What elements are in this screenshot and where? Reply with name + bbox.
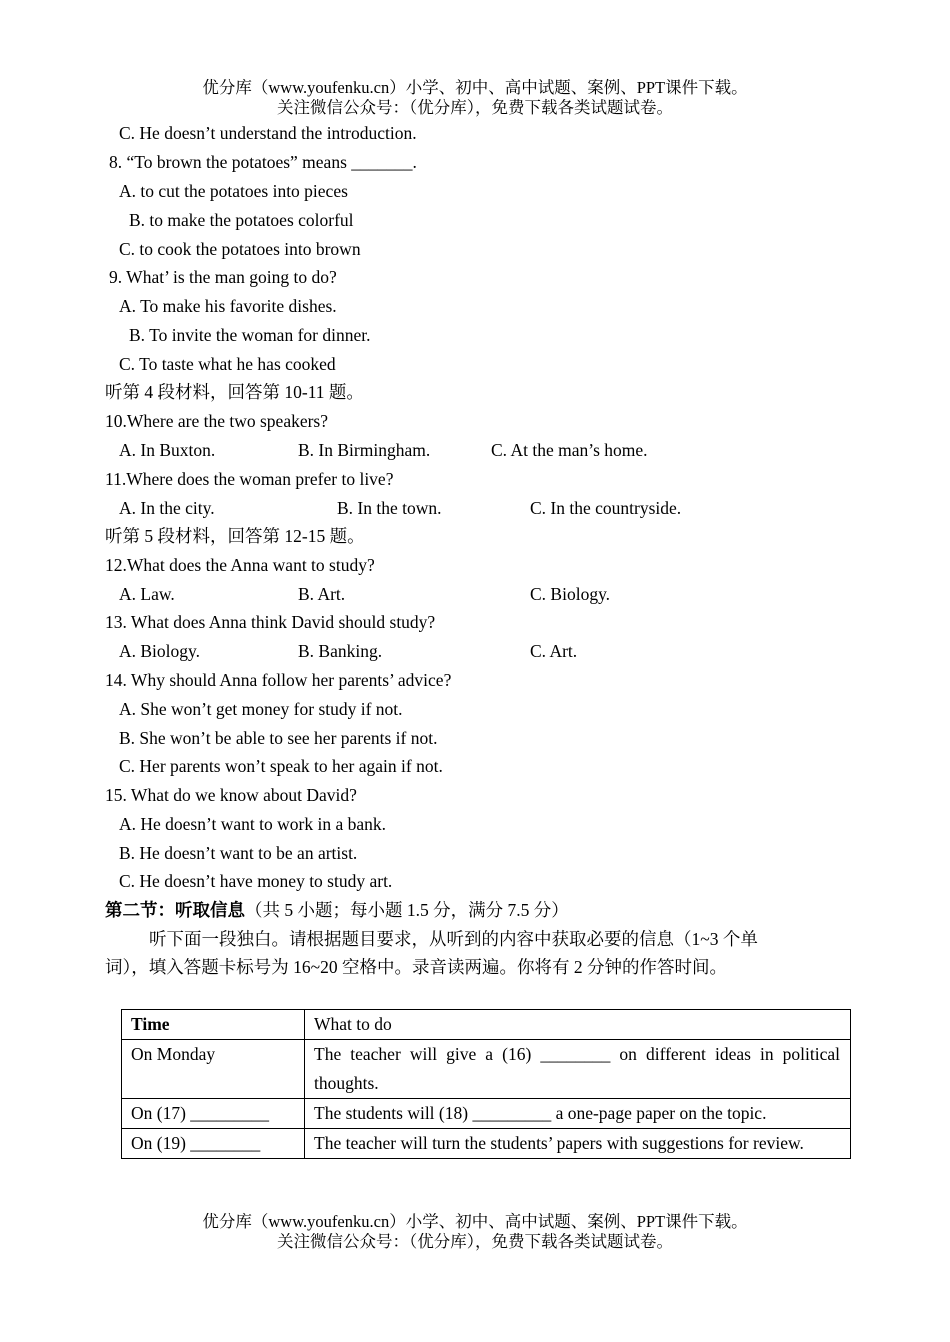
q9-stem: 9. What’ is the man going to do?	[109, 267, 337, 287]
q9-option-c: C. To taste what he has cooked	[119, 354, 336, 374]
table-cell-todo: The teacher will turn the students’ papers with suggestions for review.	[305, 1129, 851, 1159]
q11-option-b: B. In the town.	[337, 498, 442, 518]
table-header-row	[122, 1010, 851, 1040]
table-cell-todo: The teacher will give a (16) ________ on different ideas in political thoughts.	[305, 1040, 851, 1099]
section-5-instruction: 听第 5 段材料，回答第 12-15 题。	[105, 526, 365, 546]
q15-option-c: C. He doesn’t have money to study art.	[119, 871, 393, 891]
q14-option-b: B. She won’t be able to see her parents if not.	[119, 728, 438, 748]
table-header-todo: What to do	[305, 1010, 851, 1040]
q14-stem: 14. Why should Anna follow her parents’ advice?	[105, 670, 452, 690]
table-row	[122, 1129, 851, 1159]
q12-stem: 12.What does the Anna want to study?	[105, 555, 375, 575]
table-row	[122, 1040, 851, 1099]
q15-stem: 15. What do we know about David?	[105, 785, 357, 805]
table-cell-time: On (19) ________	[122, 1129, 305, 1159]
part-2-instructions-line-1: 听下面一段独白。请根据题目要求，从听到的内容中获取必要的信息（1~3 个单	[149, 929, 758, 949]
q15-option-a: A. He doesn’t want to work in a bank.	[119, 814, 386, 834]
part-2-title: 第二节：听取信息	[105, 900, 245, 920]
q12-option-c: C. Biology.	[530, 584, 611, 604]
q15-option-b: B. He doesn’t want to be an artist.	[119, 843, 358, 863]
q11-stem: 11.Where does the woman prefer to live?	[105, 469, 394, 489]
q10-option-a: A. In Buxton.	[119, 440, 216, 460]
part-2-instructions-line-2: 词），填入答题卡标号为 16~20 空格中。录音读两遍。你将有 2 分钟的作答时间。	[105, 957, 727, 977]
q10-stem: 10.Where are the two speakers?	[105, 411, 329, 431]
q13-stem: 13. What does Anna think David should study?	[105, 612, 436, 632]
header-line-2: 关注微信公众号：（优分库），免费下载各类试题试卷。	[277, 98, 673, 117]
q13-option-c: C. Art.	[530, 641, 578, 661]
table-cell-time: On (17) _________	[122, 1099, 305, 1129]
q11-option-a: A. In the city.	[119, 498, 215, 518]
footer-line-2: 关注微信公众号：（优分库），免费下载各类试题试卷。	[277, 1232, 673, 1251]
q10-option-c: C. At the man’s home.	[491, 440, 648, 460]
q14-option-a: A. She won’t get money for study if not.	[119, 699, 403, 719]
q13-option-b: B. Banking.	[298, 641, 383, 661]
section-4-instruction: 听第 4 段材料，回答第 10-11 题。	[105, 382, 364, 402]
table-cell-time: On Monday	[122, 1040, 305, 1099]
footer-line-1: 优分库（www.youfenku.cn）小学、初中、高中试题、案例、PPT课件下载。	[202, 1212, 748, 1231]
q8-stem: 8. “To brown the potatoes” means _______.	[109, 152, 417, 172]
table-header-time: Time	[122, 1010, 305, 1040]
part-2-scoring: （共 5 小题；每小题 1.5 分，满分 7.5 分）	[245, 900, 569, 920]
q12-option-a: A. Law.	[119, 584, 175, 604]
info-table	[121, 1009, 851, 1159]
header-line-1: 优分库（www.youfenku.cn）小学、初中、高中试题、案例、PPT课件下载。	[202, 78, 748, 97]
q9-option-a: A. To make his favorite dishes.	[119, 296, 337, 316]
q7-option-c: C. He doesn’t understand the introduction.	[119, 123, 417, 143]
q8-option-a: A. to cut the potatoes into pieces	[119, 181, 348, 201]
q14-option-c: C. Her parents won’t speak to her again if not.	[119, 756, 443, 776]
part-2-heading	[105, 899, 569, 921]
q8-option-b: B. to make the potatoes colorful	[129, 210, 354, 230]
q8-option-c: C. to cook the potatoes into brown	[119, 239, 361, 259]
q11-option-c: C. In the countryside.	[530, 498, 682, 518]
q9-option-b: B. To invite the woman for dinner.	[129, 325, 371, 345]
q13-option-a: A. Biology.	[119, 641, 201, 661]
q10-option-b: B. In Birmingham.	[298, 440, 431, 460]
table-cell-todo: The students will (18) _________ a one-page paper on the topic.	[305, 1099, 851, 1129]
table-row	[122, 1099, 851, 1129]
q12-option-b: B. Art.	[298, 584, 346, 604]
